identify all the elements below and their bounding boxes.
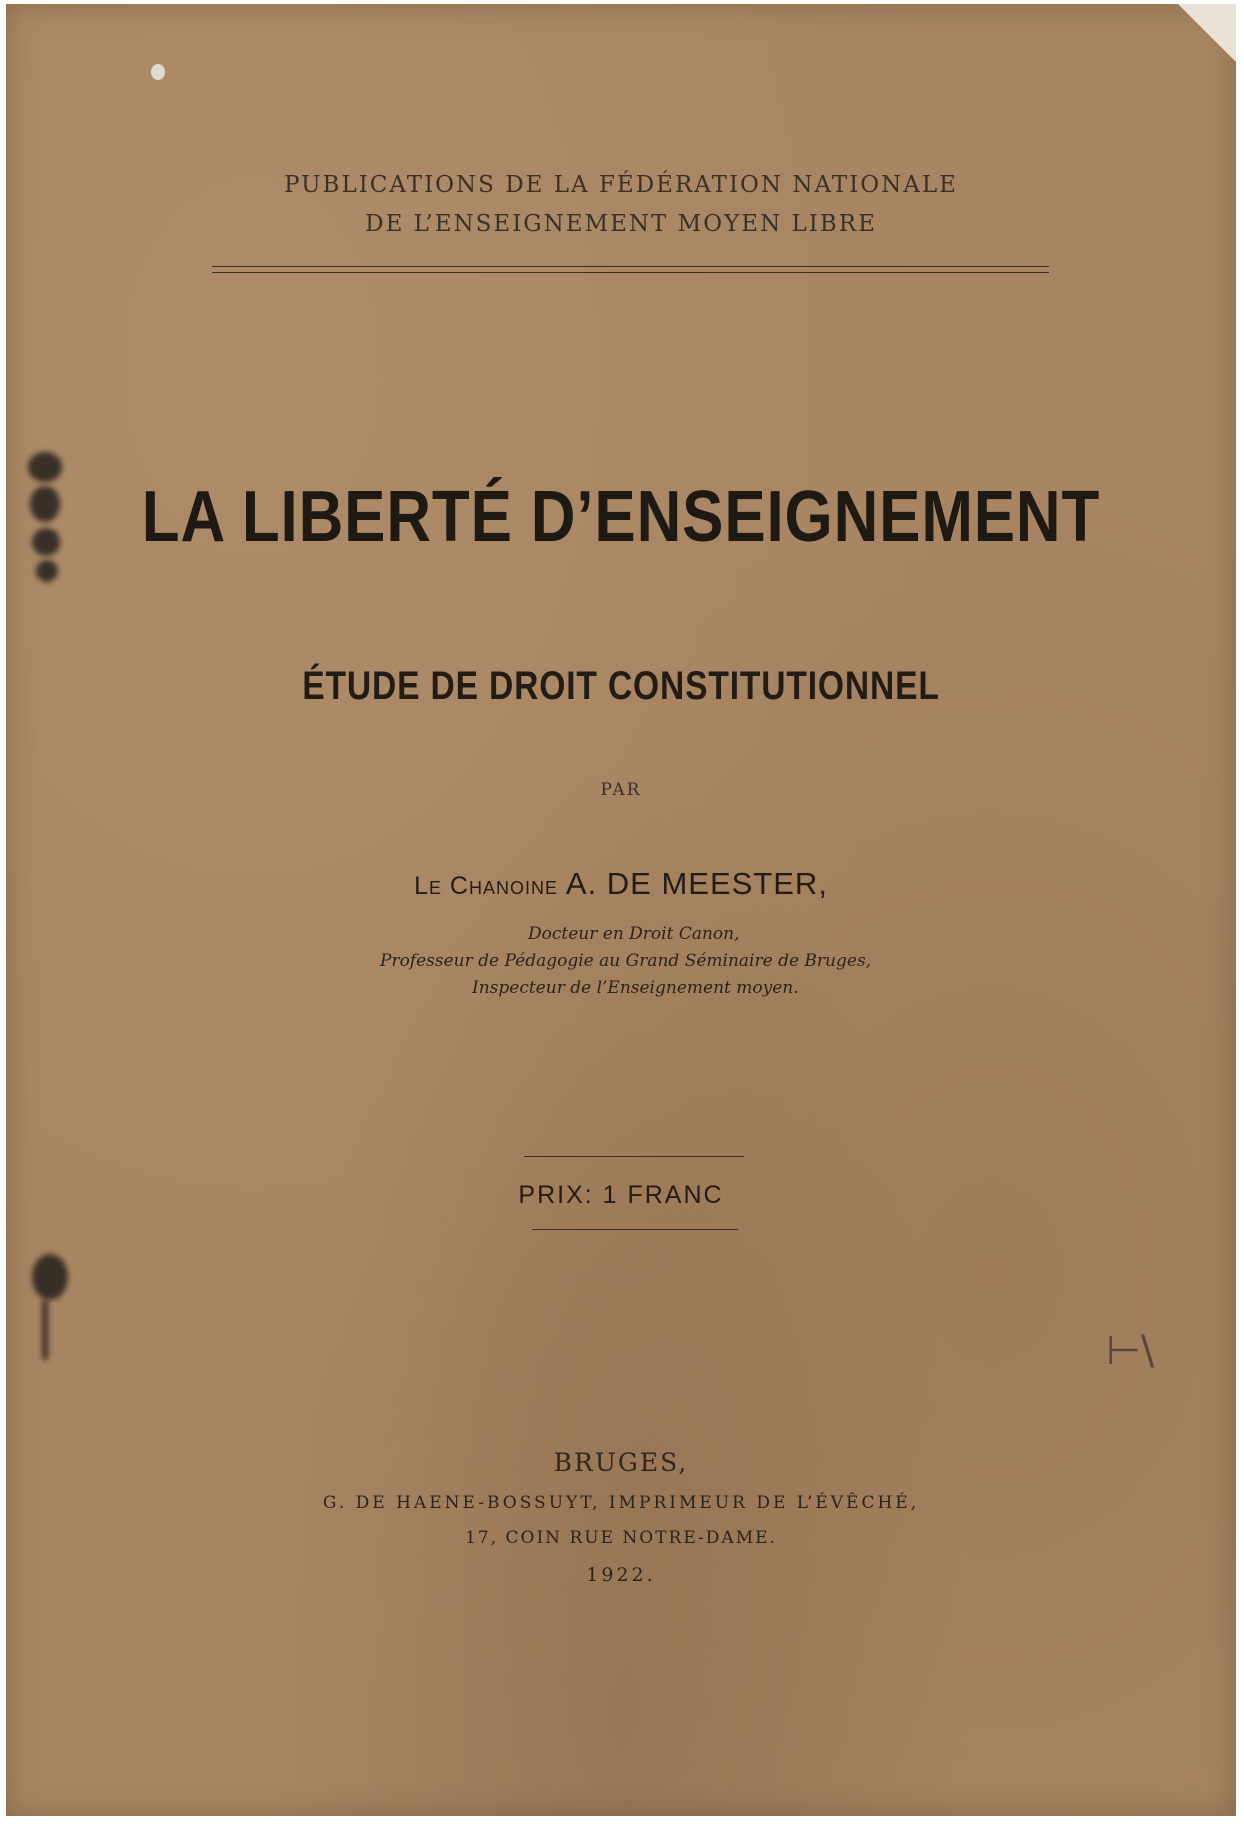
ink-stain — [32, 1254, 68, 1300]
author-line — [6, 866, 1236, 902]
credential-line: Inspecteur de l’Enseignement moyen. — [472, 978, 799, 998]
publication-year: 1922. — [586, 1564, 656, 1586]
series-title — [6, 166, 1236, 244]
price-rule-bottom — [532, 1229, 738, 1230]
paper-speck — [151, 64, 165, 80]
printer-address: 17, COIN RUE NOTRE-DAME. — [465, 1528, 777, 1548]
handwritten-mark: ⊢\ — [1106, 1328, 1155, 1374]
book-title: LA LIBERTÉ D’ENSEIGNEMENT — [141, 477, 1101, 557]
series-line-2: DE L’ENSEIGNEMENT MOYEN LIBRE — [365, 211, 877, 237]
price-rule-top — [524, 1156, 744, 1157]
publisher-city: BRUGES, — [553, 1448, 689, 1477]
book-cover — [6, 4, 1236, 1816]
series-line-1: PUBLICATIONS DE LA FÉDÉRATION NATIONALE — [284, 172, 958, 198]
ink-stain — [32, 528, 60, 556]
by-label: PAR — [600, 780, 642, 800]
author-name: A. DE MEESTER, — [565, 866, 828, 901]
printer-name: G. DE HAENE-BOSSUYT, IMPRIMEUR DE L’ÉVÊCHÉ, — [322, 1493, 920, 1513]
ink-stain — [30, 486, 60, 522]
ink-stain — [28, 452, 62, 482]
ink-stain — [36, 560, 58, 582]
credential-line: Docteur en Droit Canon, — [528, 924, 740, 944]
double-rule — [212, 266, 1049, 273]
price-label: PRIX: 1 FRANC — [518, 1181, 724, 1209]
credential-line: Professeur de Pédagogie au Grand Séminaire de Bruges, — [380, 951, 872, 971]
author-credentials — [376, 921, 896, 1002]
folded-corner — [1178, 4, 1236, 62]
author-prefix: Le Chanoine — [414, 872, 558, 900]
book-subtitle: ÉTUDE DE DROIT CONSTITUTIONNEL — [302, 664, 940, 708]
ink-stain — [42, 1300, 48, 1360]
